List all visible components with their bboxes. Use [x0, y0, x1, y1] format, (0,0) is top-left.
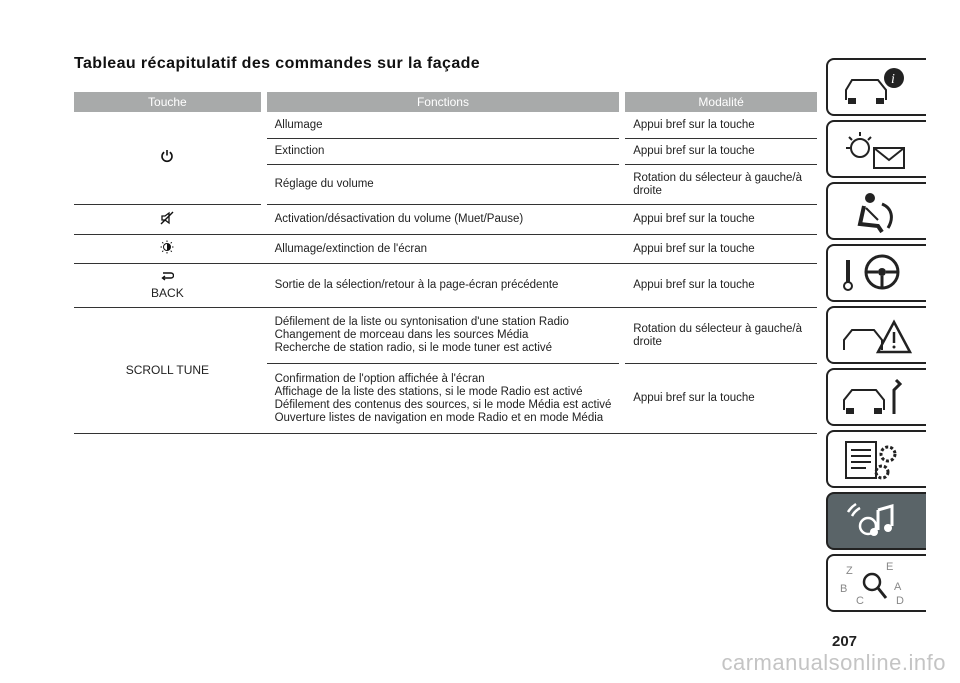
- screen-brightness-icon: [160, 240, 174, 254]
- modality-text: Rotation du sélecteur à gauche/à droite: [625, 307, 817, 363]
- key-steering-wheel-icon: [838, 250, 918, 298]
- tab-warning-lights[interactable]: [826, 120, 926, 178]
- key-cell-power: [74, 112, 261, 204]
- header-fonctions: Fonctions: [267, 92, 620, 112]
- function-text: Extinction: [274, 145, 325, 157]
- header-touche: Touche: [74, 92, 261, 112]
- function-text: Sortie de la sélection/retour à la page-écran précédente: [267, 263, 620, 307]
- tab-emergency[interactable]: [826, 306, 926, 364]
- modality-text: Appui bref sur la touche: [625, 204, 817, 234]
- svg-text:E: E: [886, 561, 894, 573]
- car-info-icon: [838, 64, 918, 112]
- tab-safety[interactable]: [826, 182, 926, 240]
- modality-text: Rotation du sélecteur à gauche/à droite: [625, 164, 817, 204]
- index-abc-search-icon: [838, 560, 918, 608]
- function-text: Allumage: [267, 112, 620, 138]
- controls-table: [74, 92, 817, 434]
- function-text: Allumage/extinction de l'écran: [267, 234, 620, 263]
- tab-specifications[interactable]: [826, 430, 926, 488]
- scroll-tune-label: SCROLL TUNE: [125, 362, 210, 377]
- modality-text: Appui bref sur la touche: [625, 363, 817, 433]
- tab-multimedia[interactable]: [826, 492, 926, 550]
- function-text: Défilement de la liste ou syntonisation d'une station Radio Changement de morceau dans les sources Média Recherche de station radio, si le mode tuner est activé: [267, 307, 620, 363]
- tab-index[interactable]: [826, 554, 926, 612]
- svg-text:Z: Z: [846, 565, 853, 577]
- mute-icon: [160, 211, 174, 225]
- car-maintenance-icon: [838, 374, 918, 422]
- tab-car-info[interactable]: [826, 58, 926, 116]
- key-cell-back: [74, 263, 261, 307]
- seat-safety-icon: [838, 188, 918, 236]
- header-modalite: Modalité: [625, 92, 817, 112]
- modality-text: Appui bref sur la touche: [633, 145, 755, 157]
- svg-text:i: i: [891, 72, 895, 87]
- power-icon: [160, 149, 174, 163]
- table-row: [74, 307, 817, 363]
- function-text: Activation/désactivation du volume (Muet/Pause): [267, 204, 620, 234]
- multimedia-note-icon: [838, 498, 918, 546]
- back-label: BACK: [151, 285, 184, 300]
- table-row: [74, 234, 817, 263]
- modality-text: Appui bref sur la touche: [625, 112, 817, 138]
- tab-starting-driving[interactable]: [826, 244, 926, 302]
- table-row: [74, 204, 817, 234]
- svg-text:C: C: [856, 595, 864, 607]
- watermark: carmanualsonline.info: [721, 650, 946, 675]
- page-number: 207: [832, 633, 858, 650]
- function-text: Confirmation de l'option affichée à l'écran Affichage de la liste des stations, si le mode Radio est activé Défilement des contenus des sources, si le mode Média est activé Ouverture listes de navigation en mode Radio et en mode Média: [267, 363, 620, 433]
- function-text: Réglage du volume: [267, 164, 620, 204]
- key-cell-screen: [74, 234, 261, 263]
- tab-maintenance[interactable]: [826, 368, 926, 426]
- key-cell-scroll-tune: [74, 307, 261, 433]
- svg-text:B: B: [840, 583, 848, 595]
- modality-text: Appui bref sur la touche: [625, 234, 817, 263]
- page-title: Tableau récapitulatif des commandes sur la façade: [74, 55, 481, 72]
- car-breakdown-warning-icon: [838, 312, 918, 360]
- table-row: [74, 112, 817, 138]
- svg-text:A: A: [894, 581, 902, 593]
- back-arrow-icon: [160, 271, 174, 283]
- specifications-gear-icon: [838, 436, 918, 484]
- modality-text: Appui bref sur la touche: [625, 263, 817, 307]
- svg-text:D: D: [896, 595, 904, 607]
- warning-light-message-icon: [838, 126, 918, 174]
- key-cell-mute: [74, 204, 261, 234]
- table-row: [74, 263, 817, 307]
- table-header-row: [74, 92, 817, 112]
